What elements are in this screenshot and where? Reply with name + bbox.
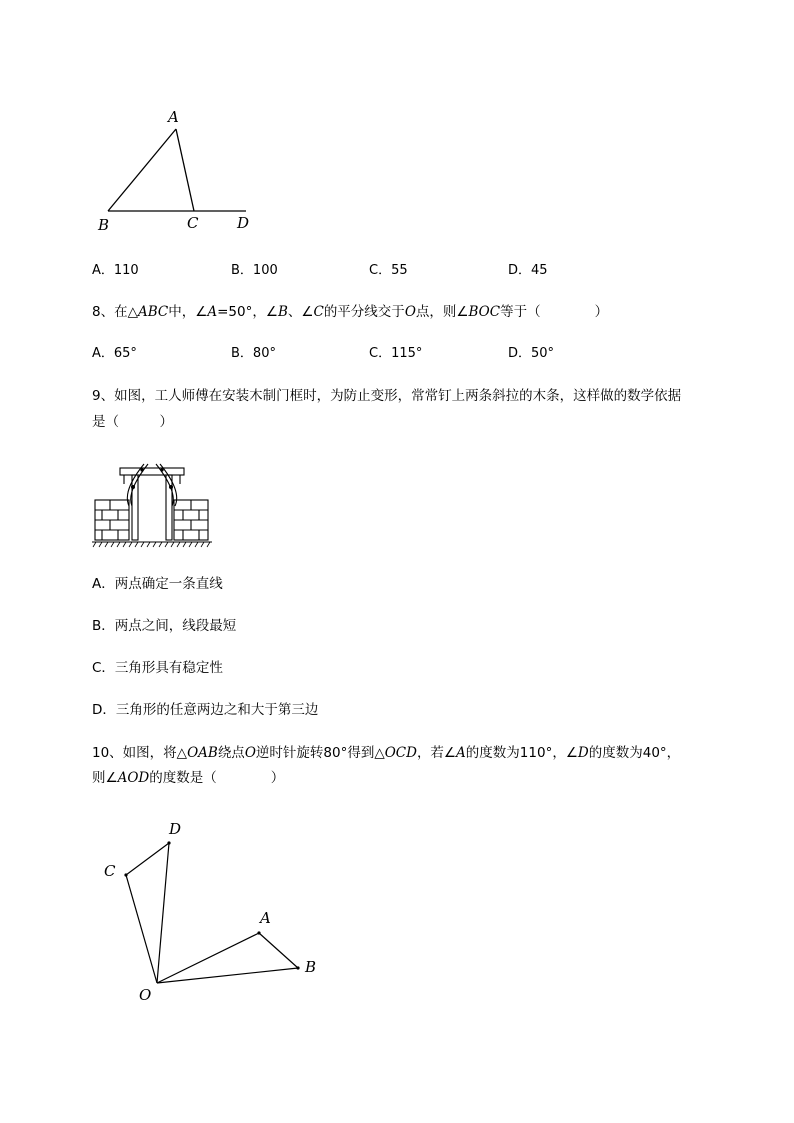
q8-option-c: C．115° — [369, 346, 423, 361]
triangle-abc-figure — [90, 100, 270, 240]
q9-option-a: A．两点确定一条直线 — [92, 576, 223, 592]
label-b: B — [305, 958, 317, 976]
label-d: D — [237, 214, 250, 232]
q8-option-d: D．50° — [508, 346, 555, 361]
label-a: A — [260, 909, 271, 927]
q10-stem-line2: 则∠AOD的度数是（ ） — [92, 770, 285, 786]
label-c: C — [104, 862, 116, 880]
label-c: C — [187, 214, 199, 232]
q7-option-b: B．100 — [231, 263, 278, 278]
label-d: D — [169, 820, 182, 838]
q7-option-c: C．55 — [369, 263, 408, 278]
rotation-figure — [90, 810, 340, 1010]
q9-stem-line1: 9、如图，工人师傅在安装木制门框时，为防止变形，常常钉上两条斜拉的木条，这样做的数学依据 — [92, 388, 682, 404]
q9-option-c: C．三角形具有稳定性 — [92, 660, 223, 676]
label-o: O — [139, 986, 152, 1004]
q10-stem-line1: 10、如图，将△OAB绕点O逆时针旋转80°得到△OCD，若∠A的度数为110°，∠D的度数为40°， — [92, 745, 681, 761]
q7-option-d: D．45 — [508, 263, 548, 278]
q7-option-a: A．110 — [92, 263, 139, 278]
q9-stem-line2: 是（ ） — [92, 414, 173, 430]
door-frame-figure — [92, 458, 214, 550]
label-b: B — [98, 216, 110, 234]
q9-option-d: D．三角形的任意两边之和大于第三边 — [92, 702, 319, 718]
q8-option-b: B．80° — [231, 346, 276, 361]
label-a: A — [168, 108, 179, 126]
q9-option-b: B．两点之间，线段最短 — [92, 618, 237, 634]
q8-option-a: A．65° — [92, 346, 137, 361]
q8-stem: 8、在△ABC中，∠A=50°，∠B、∠C的平分线交于O点，则∠BOC等于（ ） — [92, 304, 609, 320]
